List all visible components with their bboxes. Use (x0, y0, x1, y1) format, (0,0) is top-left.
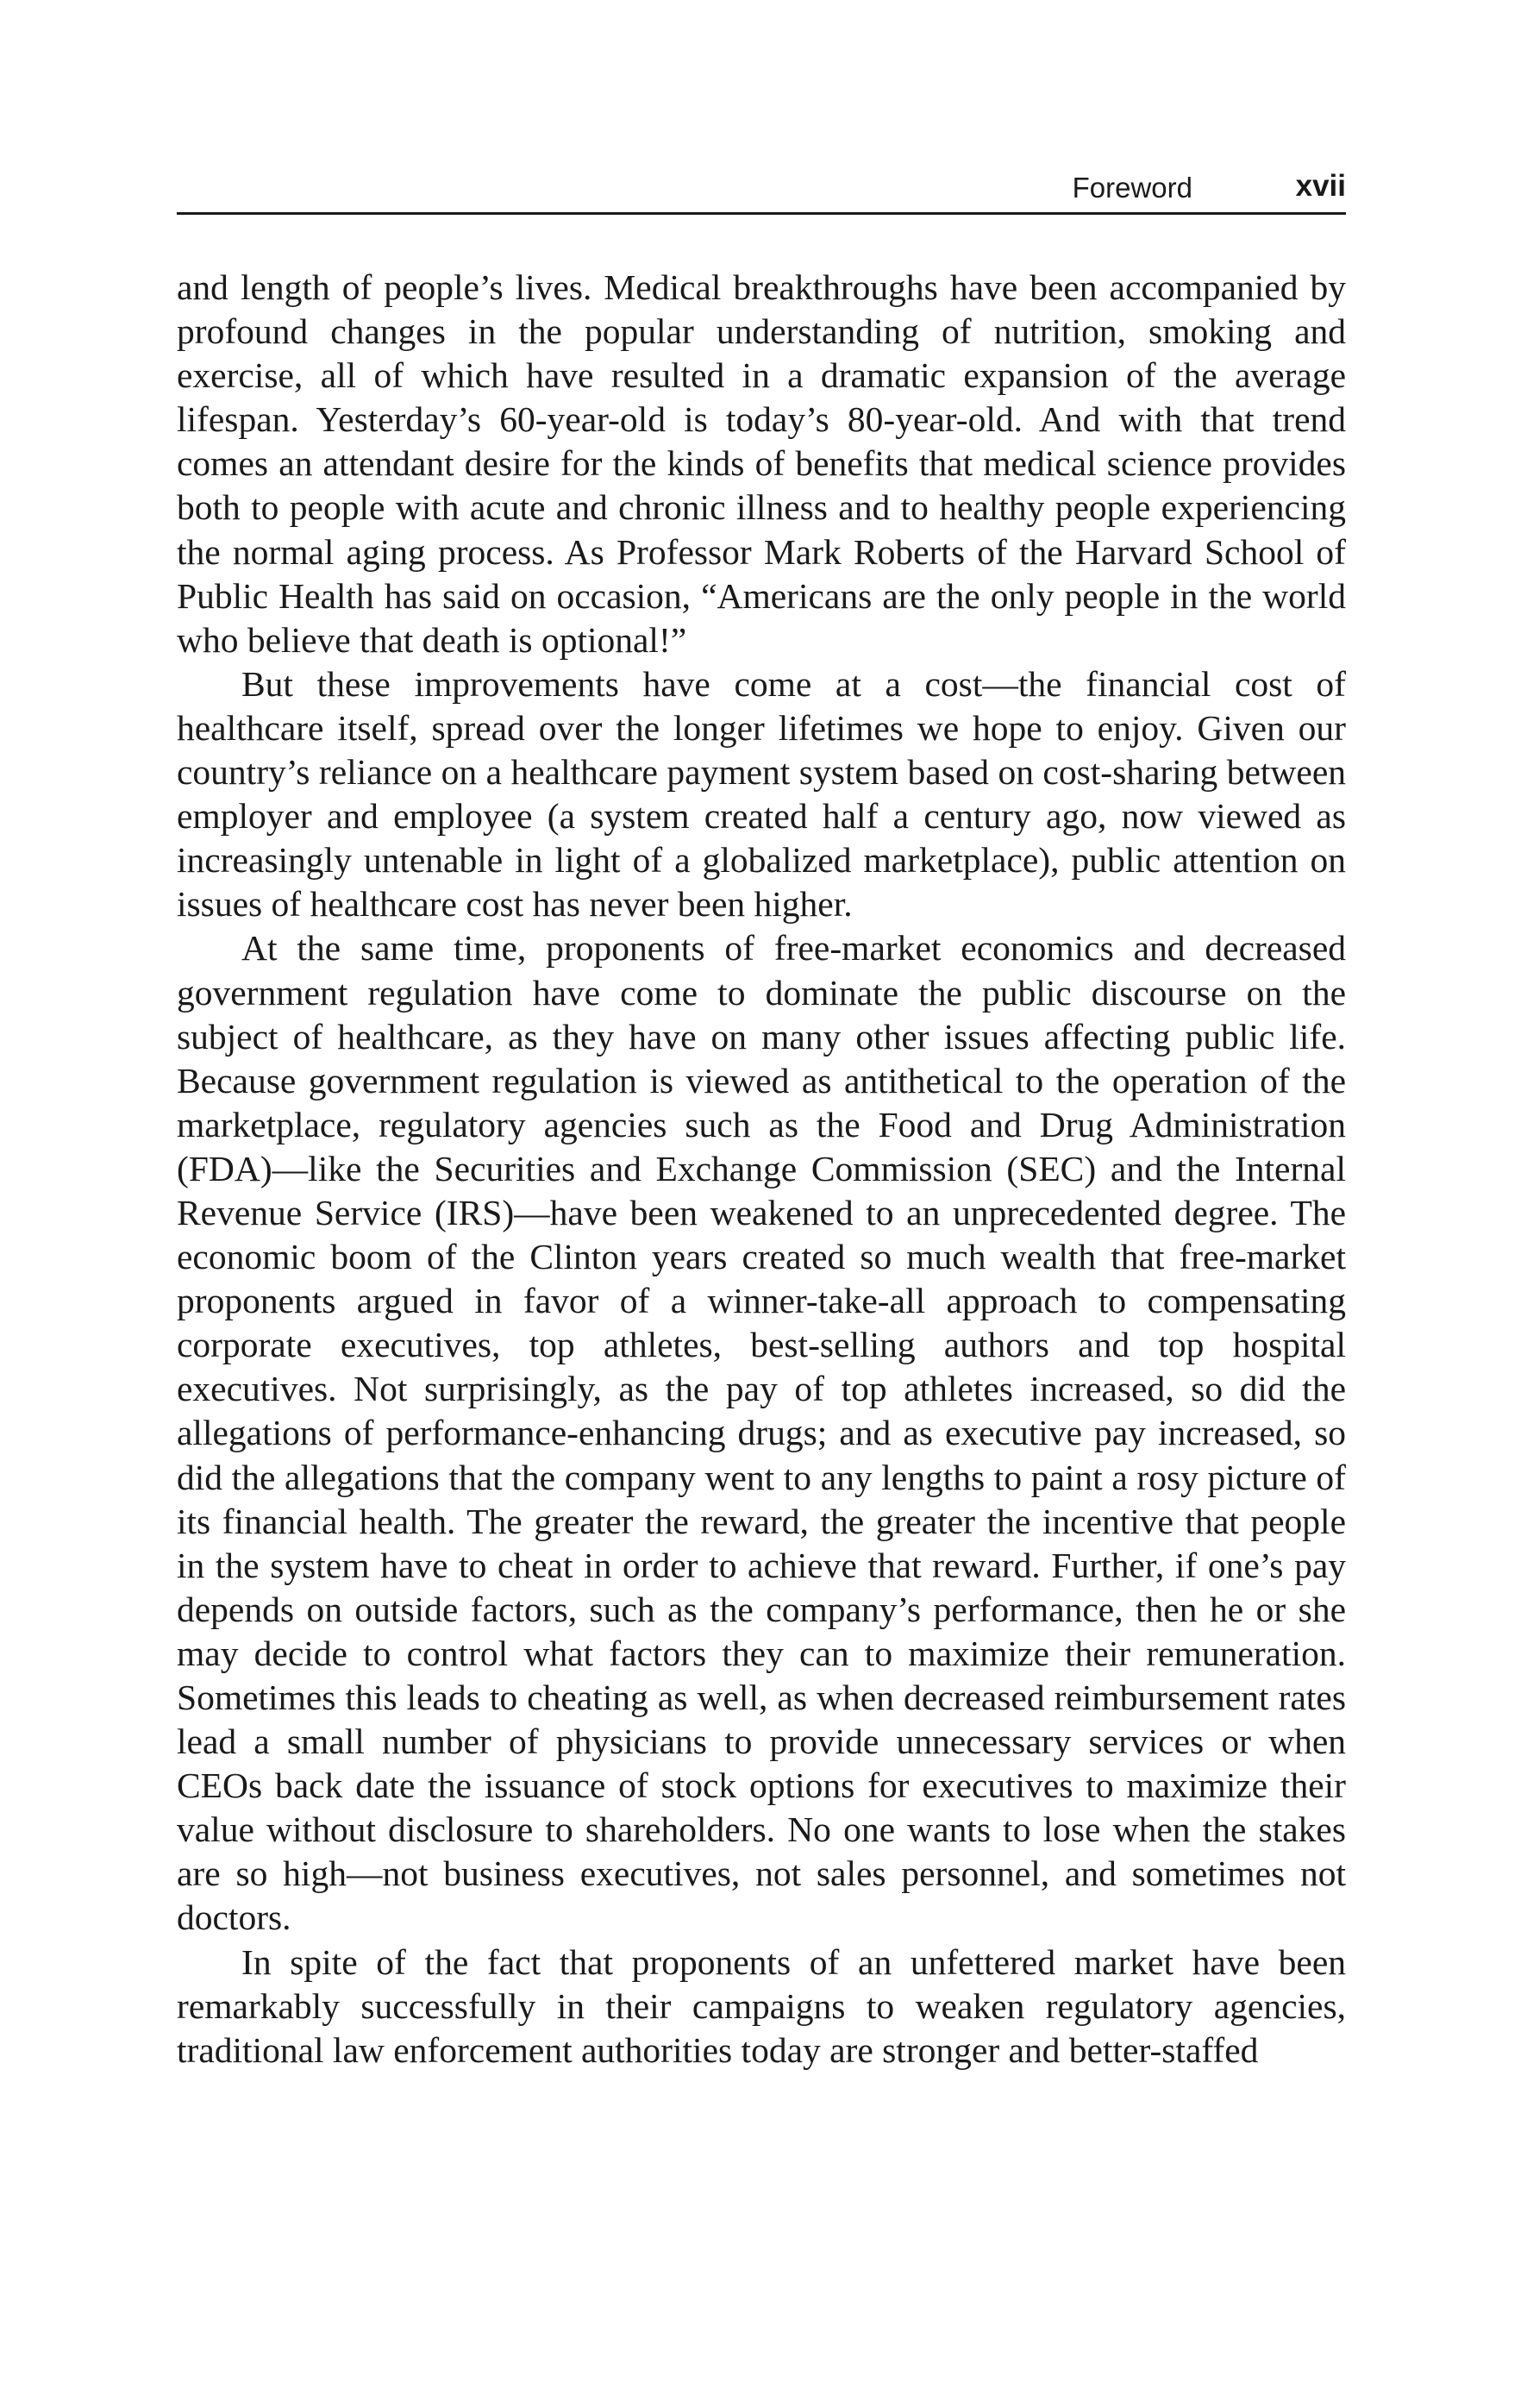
body-text (177, 266, 1346, 2073)
paragraph: At the same time, proponents of free-market economics and decreased government regulation have come to dominate the public discourse on the subject of healthcare, as they have on many other issues affecting public life. Because government regulation is viewed as antithetical to the operation of the marketplace, regulatory agencies such as the Food and Drug Administration (FDA)—like the Securities and Exchange Commission (SEC) and the Internal Revenue Service (IRS)—have been weakened to an unprecedented degree. The economic boom of the Clinton years created so much wealth that free-market proponents argued in favor of a winner-take-all approach to compensating corporate executives, top athletes, best-selling authors and top hospital executives. Not surprisingly, as the pay of top athletes increased, so did the allegations of performance-enhancing drugs; and as executive pay increased, so did the allegations that the company went to any lengths to paint a rosy picture of its financial health. The greater the reward, the greater the incentive that people in the system have to cheat in order to achieve that reward. Further, if one’s pay depends on outside factors, such as the company’s performance, then he or she may decide to control what factors they can to maximize their remuneration. Sometimes this leads to cheating as well, as when decreased reimbursement rates lead a small number of physicians to provide unnecessary services or when CEOs back date the issuance of stock options for executives to maximize their value without disclosure to shareholders. No one wants to lose when the stakes are so high—not business executives, not sales personnel, and sometimes not doctors. (177, 928, 1346, 1938)
paragraph-continued: and length of people’s lives. Medical breakthroughs have been accompanied by profound changes in the popular understanding of nutrition, smoking and exercise, all of which have resulted in a dramatic expansion of the average lifespan. Yesterday’s 60-year-old is today’s 80-year-old. And with that trend comes an attendant desire for the kinds of benefits that medical science provides both to people with acute and chronic illness and to healthy people experiencing the normal aging process. As Professor Mark Roberts of the Harvard School of Public Health has said on occasion, “Americans are the only people in the world who believe that death is optional!” (177, 267, 1346, 660)
running-header (177, 169, 1346, 215)
paragraph: In spite of the fact that proponents of an unfettered market have been remarkably successfully in their campaigns to weaken regulatory agencies, traditional law enforcement authorities today are stronger and better-staffed (177, 1941, 1346, 2070)
section-title: Foreword (1072, 172, 1192, 204)
page-number: xvii (1295, 169, 1346, 203)
paragraph: But these improvements have come at a cost—the financial cost of healthcare itself, spread over the longer lifetimes we hope to enjoy. Given our country’s reliance on a healthcare payment system based on cost-sharing between employer and employee (a system created half a century ago, now viewed as increasingly untenable in light of a globalized marketplace), public attention on issues of healthcare cost has never been higher. (177, 663, 1346, 925)
